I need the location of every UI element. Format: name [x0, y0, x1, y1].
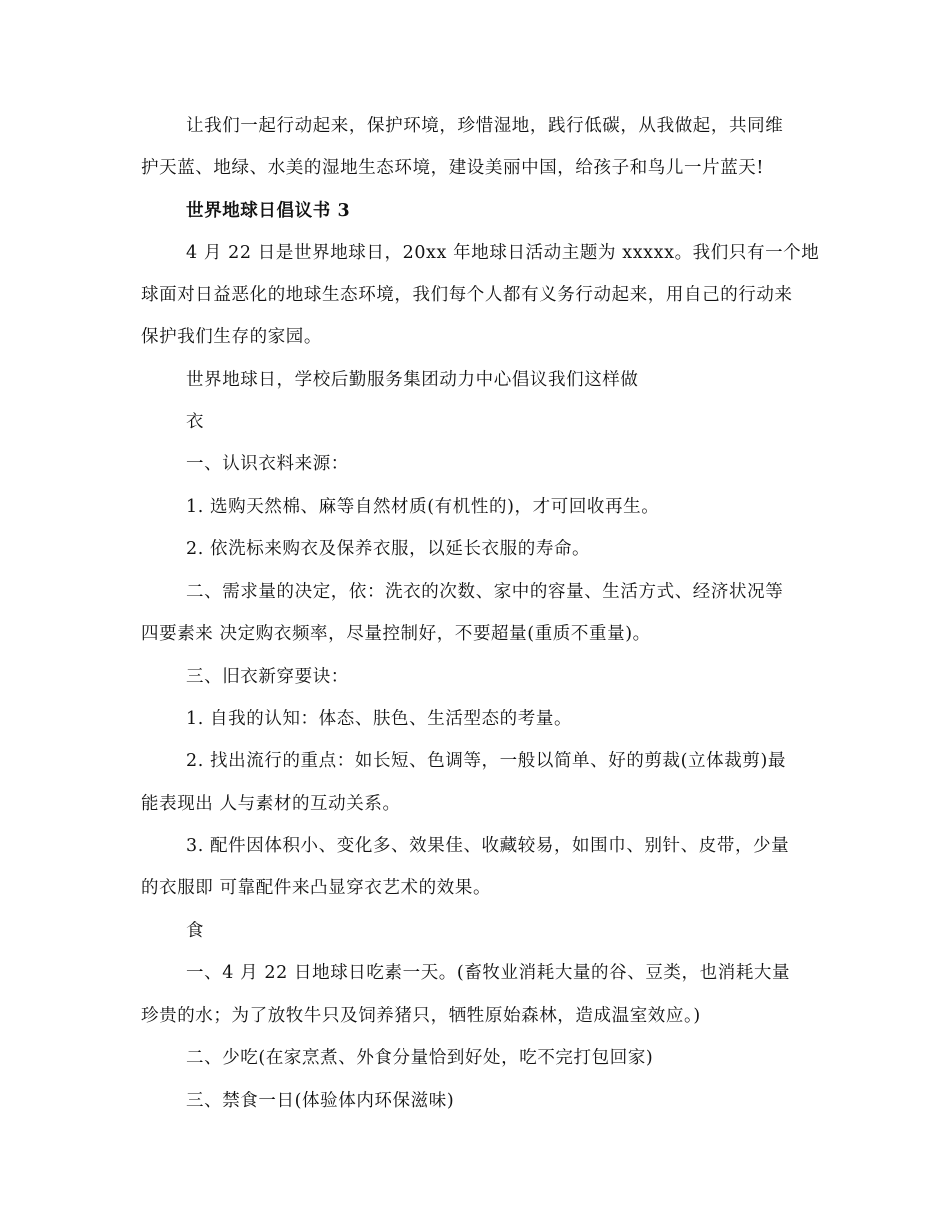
paragraph-line: 让我们一起行动起来，保护环境，珍惜湿地，践行低碳，从我做起，共同维 [186, 116, 784, 136]
paragraph-line: 珍贵的水；为了放牧牛只及饲养猪只，牺牲原始森林，造成温室效应。) [141, 1006, 701, 1026]
list-heading: 二、少吃(在家烹煮、外食分量恰到好处，吃不完打包回家) [186, 1048, 654, 1068]
paragraph-line: 能表现出 人与素材的互动关系。 [141, 794, 401, 814]
paragraph-line: 护天蓝、地绿、水美的湿地生态环境，建设美丽中国，给孩子和鸟儿一片蓝天! [141, 158, 765, 178]
list-item: 1. 自我的认知：体态、肤色、生活型态的考量。 [186, 709, 573, 729]
paragraph-line: 世界地球日，学校后勤服务集团动力中心倡议我们这样做 [186, 370, 639, 390]
list-item: 2. 依洗标来购衣及保养衣服，以延长衣服的寿命。 [186, 539, 591, 559]
paragraph-line: 球面对日益恶化的地球生态环境，我们每个人都有义务行动起来，用自己的行动来 [141, 285, 793, 305]
list-heading: 一、认识衣料来源： [186, 454, 349, 474]
subsection-label: 衣 [186, 412, 205, 432]
subsection-label: 食 [186, 921, 205, 941]
paragraph-line: 保护我们生存的家园。 [141, 327, 322, 347]
list-heading: 二、需求量的决定，依：洗衣的次数、家中的容量、生活方式、经济状况等 [186, 582, 784, 602]
list-heading: 三、禁食一日(体验体内环保滋味) [186, 1091, 455, 1111]
list-heading: 三、旧衣新穿要诀： [186, 667, 349, 687]
paragraph-line: 四要素来 决定购衣频率，尽量控制好，不要超量(重质不重量)。 [141, 624, 651, 644]
list-heading: 一、4 月 22 日地球日吃素一天。(畜牧业消耗大量的谷、豆类，也消耗大量 [186, 963, 791, 983]
list-item: 3. 配件因体积小、变化多、效果佳、收藏较易，如围巾、别针、皮带，少量 [186, 836, 790, 856]
list-item: 1. 选购天然棉、麻等自然材质(有机性的)，才可回收再生。 [186, 497, 660, 517]
section-heading: 世界地球日倡议书 3 [186, 201, 351, 221]
paragraph-line: 4 月 22 日是世界地球日，20xx 年地球日活动主题为 xxxxx。我们只有一个地 [186, 243, 820, 263]
list-item: 2. 找出流行的重点：如长短、色调等，一般以简单、好的剪裁(立体裁剪)最 [186, 751, 787, 771]
paragraph-line: 的衣服即 可靠配件来凸显穿衣艺术的效果。 [141, 878, 492, 898]
